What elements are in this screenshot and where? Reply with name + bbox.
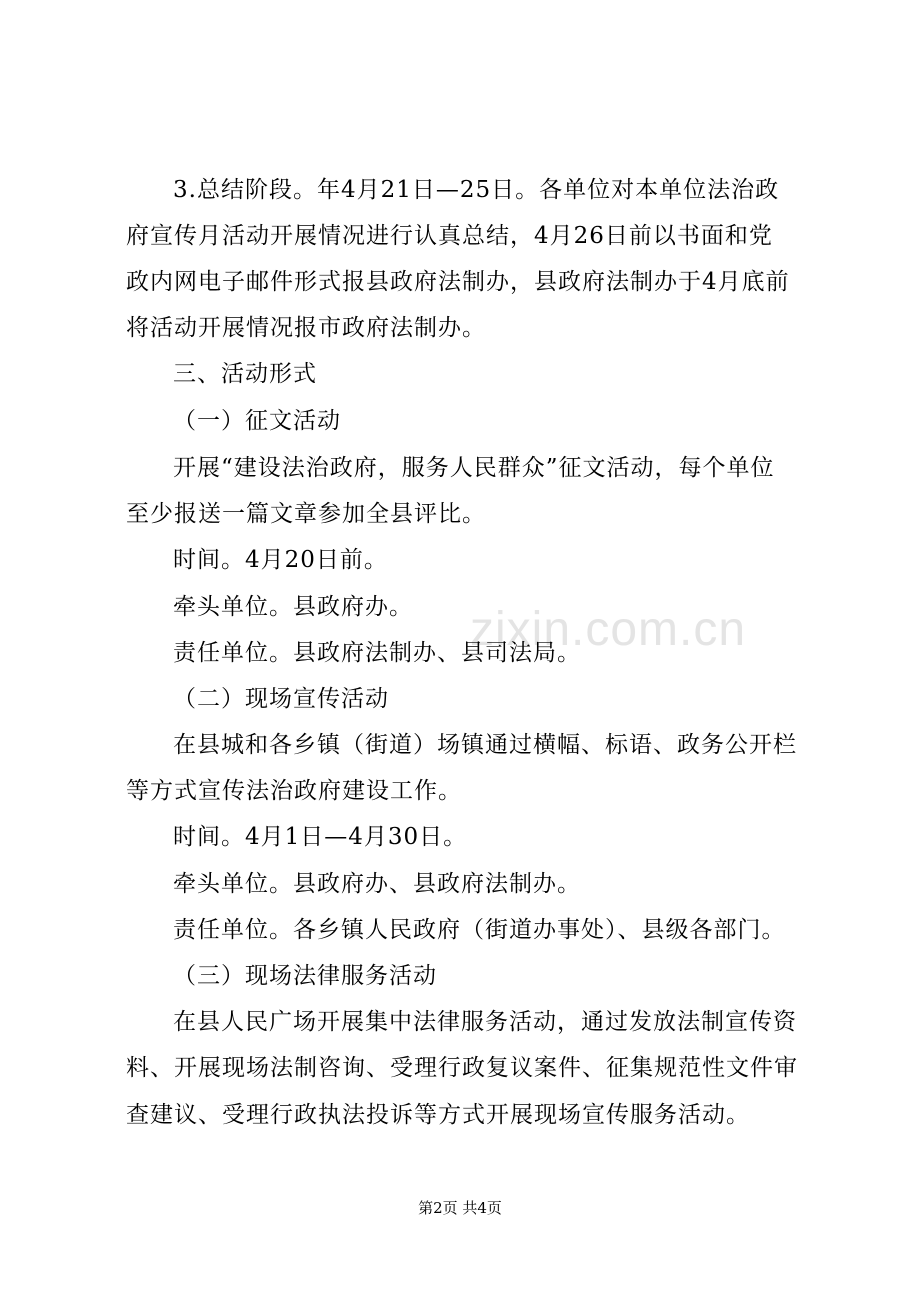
page-footer: 第2页 共4页 — [418, 1199, 502, 1217]
paragraph-line: 料、开展现场法制咨询、受理行政复议案件、征集规范性文件审 — [126, 1055, 798, 1081]
paragraph-line: 时间。4月1日—4月30日。 — [173, 824, 468, 850]
paragraph-line: 3.总结阶段。年4月21日—25日。各单位对本单位法治政 — [173, 177, 780, 203]
subsection-heading: （二）现场宣传活动 — [173, 686, 389, 712]
paragraph-line: 将活动开展情况报市政府法制办。 — [126, 315, 486, 341]
paragraph-line: 牵头单位。县政府办、县政府法制办。 — [173, 871, 581, 897]
paragraph-line: 牵头单位。县政府办。 — [173, 594, 413, 620]
paragraph-line: 责任单位。各乡镇人民政府（街道办事处）、县级各部门。 — [173, 917, 786, 943]
paragraph-line: 在县人民广场开展集中法律服务活动，通过发放法制宣传资 — [173, 1009, 797, 1035]
paragraph-line: 在县城和各乡镇（街道）场镇通过横幅、标语、政务公开栏 — [173, 732, 797, 758]
paragraph-line: 责任单位。县政府法制办、县司法局。 — [173, 640, 581, 666]
paragraph-line: 等方式宣传法治政府建设工作。 — [126, 778, 462, 804]
paragraph-line: 至少报送一篇文章参加全县评比。 — [126, 501, 486, 527]
subsection-heading: （三）现场法律服务活动 — [173, 963, 437, 989]
paragraph-line: 开展“建设法治政府，服务人民群众”征文活动，每个单位 — [173, 455, 775, 481]
watermark: zixin.com.cn — [470, 603, 747, 656]
paragraph-line: 政内网电子邮件形式报县政府法制办，县政府法制办于4月底前 — [126, 269, 790, 295]
paragraph-line: 查建议、受理行政执法投诉等方式开展现场宣传服务活动。 — [126, 1102, 750, 1128]
paragraph-line: 时间。4月20日前。 — [173, 547, 388, 573]
section-heading: 三、活动形式 — [173, 361, 317, 387]
paragraph-line: 府宣传月活动开展情况进行认真总结，4月26日前以书面和党 — [126, 223, 773, 249]
subsection-heading: （一）征文活动 — [173, 408, 341, 434]
